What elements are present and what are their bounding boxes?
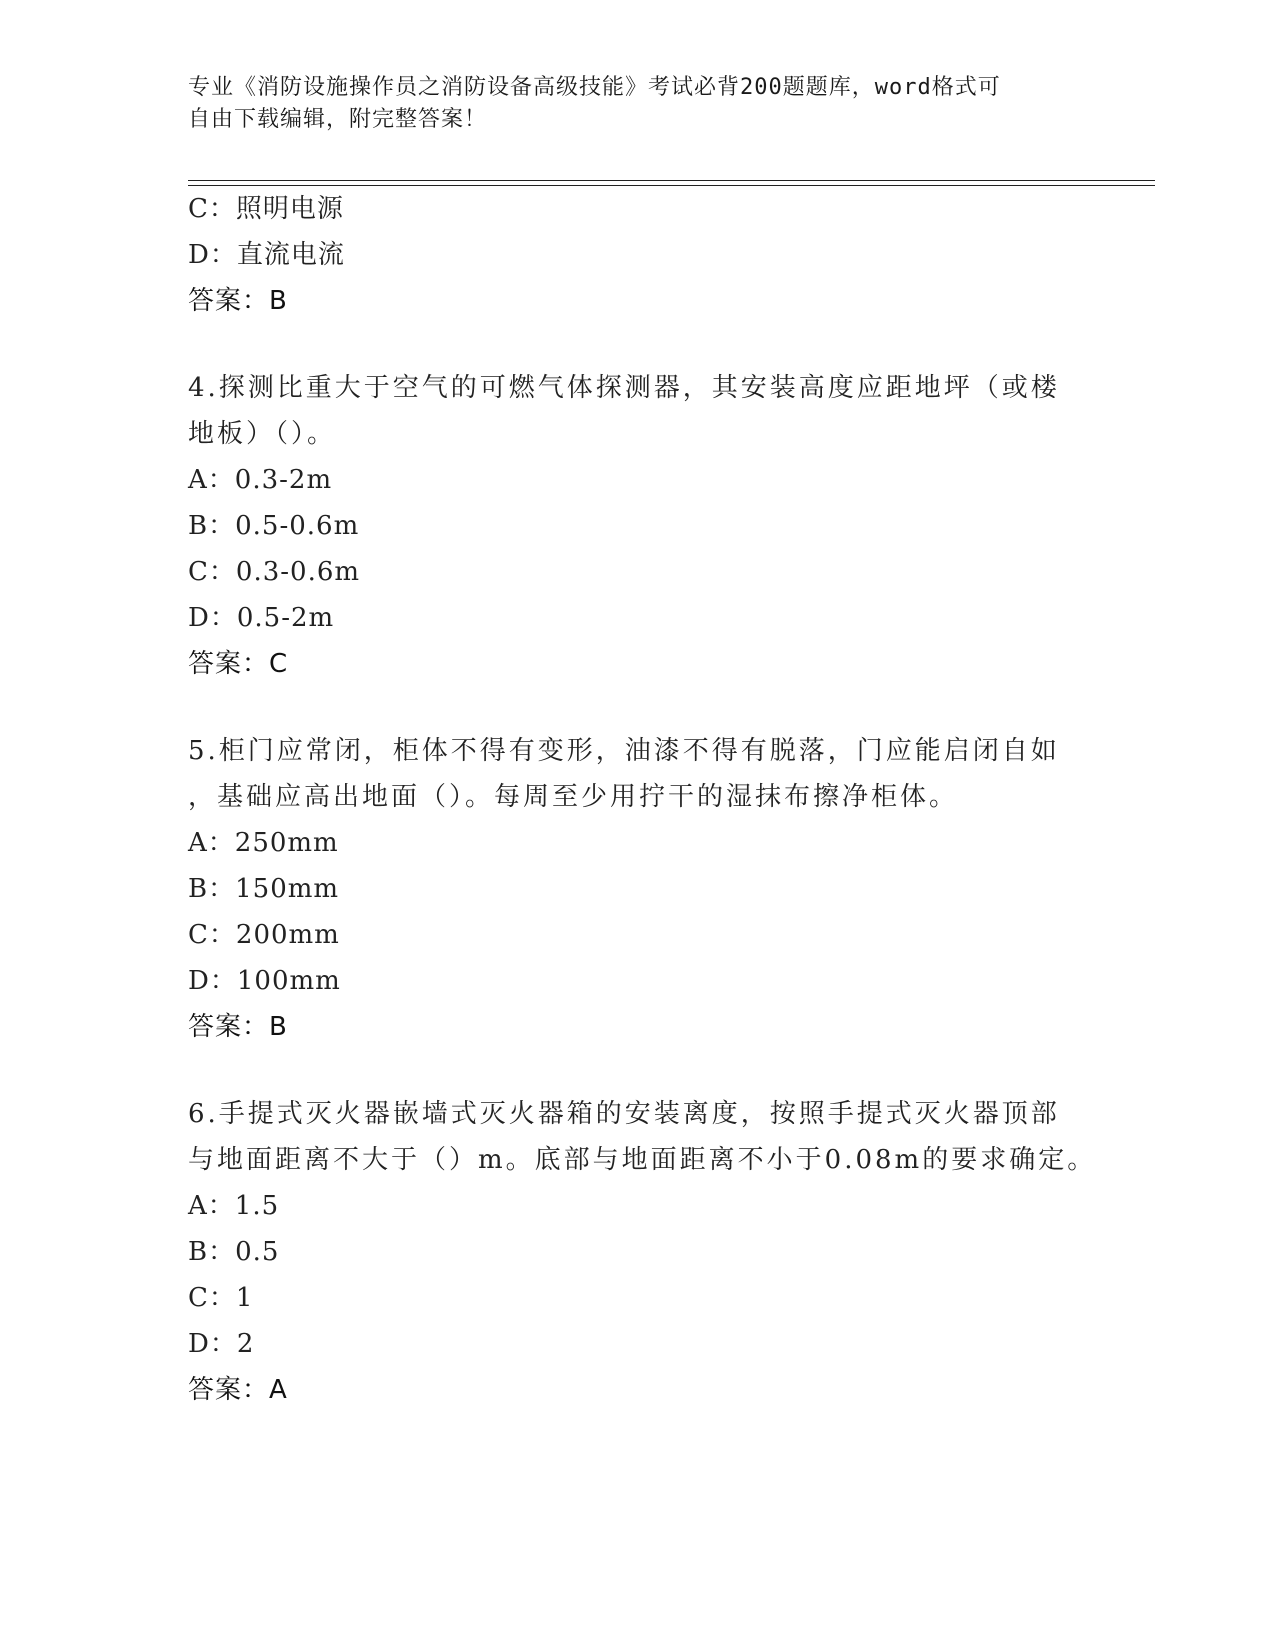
question-block-4 bbox=[188, 365, 1088, 687]
question-text-line: 6.手提式灭火器嵌墙式灭火器箱的安装离度，按照手提式灭火器顶部 bbox=[188, 1099, 1060, 1129]
option-b: B：0.5-0.6m bbox=[188, 511, 360, 541]
option-b: B：0.5 bbox=[188, 1237, 280, 1267]
option-d: D：直流电流 bbox=[188, 240, 345, 270]
spacer bbox=[188, 324, 1088, 365]
header-line-2: 自由下载编辑，附完整答案！ bbox=[188, 107, 488, 132]
option-a: A：250mm bbox=[188, 828, 339, 858]
question-block-5 bbox=[188, 728, 1088, 1050]
answer-line: 答案：C bbox=[188, 649, 289, 679]
header-divider-top bbox=[188, 180, 1155, 181]
question-text-line: 4.探测比重大于空气的可燃气体探测器，其安装高度应距地坪（或楼 bbox=[188, 373, 1060, 403]
option-c: C：1 bbox=[188, 1283, 254, 1313]
document-header bbox=[188, 72, 1068, 136]
answer-line: 答案：B bbox=[188, 1012, 288, 1042]
option-c: C：0.3-0.6m bbox=[188, 557, 361, 587]
option-a: A：1.5 bbox=[188, 1191, 280, 1221]
question-text-line: 5.柜门应常闭，柜体不得有变形，油漆不得有脱落，门应能启闭自如 bbox=[188, 736, 1060, 766]
answer-line: 答案：A bbox=[188, 1375, 288, 1405]
option-c: C：200mm bbox=[188, 920, 340, 950]
question-text-line: 与地面距离不大于（）m。底部与地面距离不小于0.08m的要求确定。 bbox=[188, 1145, 1097, 1175]
question-block-3 bbox=[188, 186, 1088, 324]
spacer bbox=[188, 687, 1088, 728]
option-d: D：0.5-2m bbox=[188, 603, 335, 633]
answer-line: 答案：B bbox=[188, 286, 288, 316]
option-a: A：0.3-2m bbox=[188, 465, 333, 495]
question-block-6 bbox=[188, 1091, 1097, 1413]
option-c: C：照明电源 bbox=[188, 194, 344, 224]
spacer bbox=[188, 1050, 1088, 1091]
option-b: B：150mm bbox=[188, 874, 340, 904]
question-text-line: 地板）（）。 bbox=[188, 419, 337, 449]
option-d: D：2 bbox=[188, 1329, 255, 1359]
question-list bbox=[188, 186, 1097, 1413]
option-d: D：100mm bbox=[188, 966, 341, 996]
header-line-1: 专业《消防设施操作员之消防设备高级技能》考试必背200题题库，word格式可 bbox=[188, 75, 1001, 100]
question-text-line: ，基础应高出地面（）。每周至少用拧干的湿抹布擦净柜体。 bbox=[188, 782, 959, 812]
